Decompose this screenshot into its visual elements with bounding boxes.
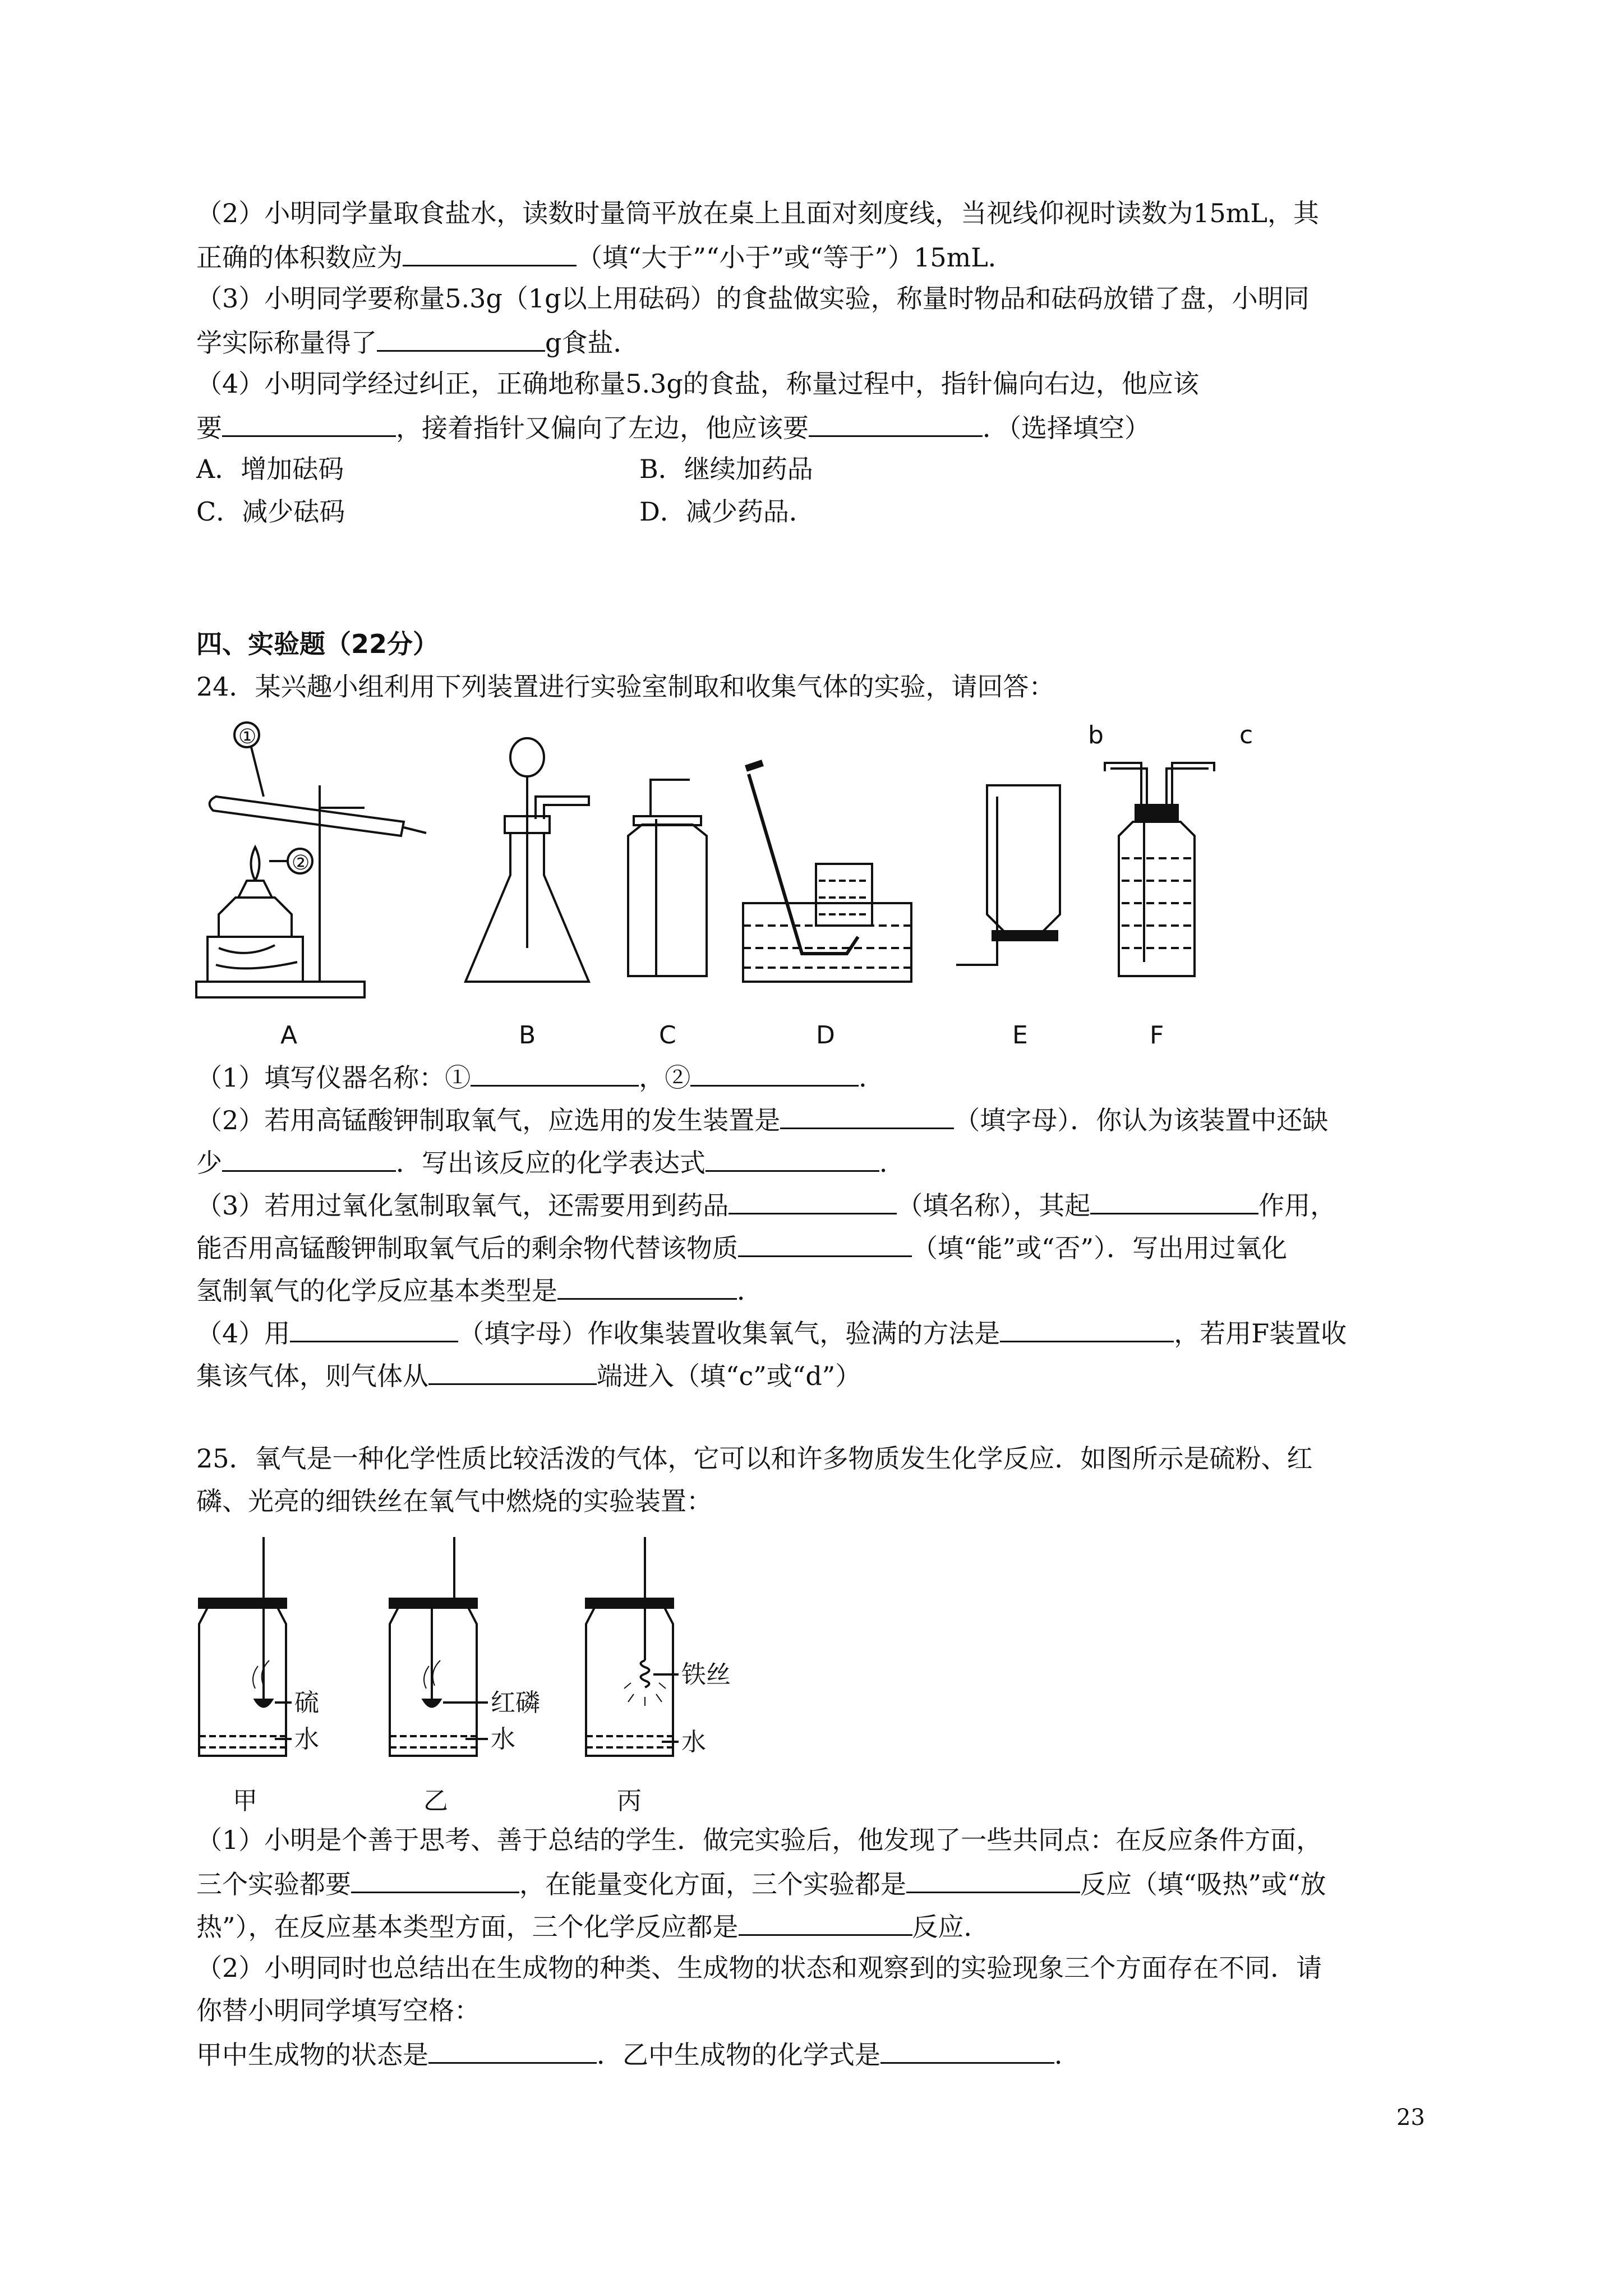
answer-blank[interactable] <box>1090 1187 1258 1214</box>
q24-part3-line1 <box>196 1187 1336 1222</box>
text: 学实际称量得了 <box>196 328 377 358</box>
label-red-phosphorus: 红磷 <box>491 1688 540 1717</box>
answer-blank[interactable] <box>880 2036 1054 2064</box>
text: 能否用高锰酸钾制取氧气后的剩余物代替该物质 <box>196 1233 738 1263</box>
text: ，在能量变化方面，三个实验都是 <box>519 1869 906 1899</box>
q24-intro: 24．某兴趣小组利用下列装置进行实验室制取和收集气体的实验，请回答： <box>196 671 1055 702</box>
answer-blank[interactable] <box>809 409 983 437</box>
text: 氢制氧气的化学反应基本类型是 <box>196 1276 557 1306</box>
apparatus-a <box>196 723 426 997</box>
label-water-yi: 水 <box>491 1725 515 1754</box>
q24-part3-line3 <box>196 1272 763 1308</box>
label-water-bing: 水 <box>681 1728 706 1756</box>
text: ． <box>1054 2040 1080 2070</box>
q25-intro-line1: 25．氧气是一种化学性质比较活泼的气体，它可以和许多物质发生化学反应．如图所示是硫粉、红 <box>196 1443 1313 1474</box>
option-d: D．减少药品． <box>639 496 815 527</box>
text: ，接着指针又偏向了左边，他应该要 <box>396 413 809 443</box>
answer-blank[interactable] <box>222 409 396 437</box>
text: ．写出该反应的化学表达式 <box>396 1148 706 1178</box>
label-b: B <box>519 1021 536 1050</box>
apparatus-f <box>1105 763 1214 976</box>
apparatus-d <box>743 763 911 982</box>
answer-blank[interactable] <box>739 1908 912 1936</box>
option-b: B．继续加药品 <box>639 454 813 484</box>
q25-part1-line2 <box>196 1866 1326 1901</box>
jar-bing <box>586 1537 679 1756</box>
answer-blank[interactable] <box>728 1187 897 1214</box>
answer-blank[interactable] <box>222 1144 396 1172</box>
answer-blank[interactable] <box>351 1866 519 1893</box>
answer-blank[interactable] <box>738 1230 912 1257</box>
label-water-jia: 水 <box>294 1725 319 1754</box>
label-a: A <box>280 1021 298 1050</box>
q24-part1 <box>196 1059 884 1094</box>
text: ．乙中生成物的化学式是 <box>597 2040 880 2070</box>
text: （填“能”或“否”）．写出用过氧化 <box>912 1233 1288 1263</box>
text: 甲中生成物的状态是 <box>196 2040 428 2070</box>
label-yi: 乙 <box>423 1787 448 1815</box>
text: （3）小明同学要称量5.3g（1g以上用砝码）的食盐做实验，称量时物品和砝码放错了盘，小明同 <box>196 283 1310 314</box>
text: ，若用F装置收 <box>1174 1318 1347 1349</box>
marker-1: ① <box>238 725 257 748</box>
answer-blank[interactable] <box>377 324 545 352</box>
text: 少 <box>196 1148 222 1178</box>
label-sulfur: 硫 <box>294 1688 319 1717</box>
text: 端进入（填“c”或“d”） <box>597 1361 861 1391</box>
jar-yi <box>390 1537 488 1756</box>
page-number: 23 <box>1396 2105 1425 2131</box>
apparatus-b <box>465 738 589 982</box>
answer-blank[interactable] <box>428 1358 597 1385</box>
q25-part2-line2: 你替小明同学填写空格： <box>196 1995 480 2026</box>
answer-blank[interactable] <box>557 1272 737 1300</box>
text: （填字母）．你认为该装置中还缺 <box>954 1105 1329 1135</box>
answer-blank[interactable] <box>1000 1315 1174 1342</box>
q23-part4-line2 <box>196 409 1150 445</box>
text: 反应（填“吸热”或“放 <box>1080 1869 1326 1899</box>
port-b: b <box>1088 721 1104 749</box>
answer-blank[interactable] <box>403 239 577 266</box>
answer-blank[interactable] <box>428 2036 597 2064</box>
q24-part4-line1 <box>196 1315 1347 1350</box>
text: 三个实验都要 <box>196 1869 351 1899</box>
label-e: E <box>1012 1021 1028 1050</box>
text: 正确的体积数应为 <box>196 242 403 273</box>
answer-blank[interactable] <box>906 1866 1080 1893</box>
text: （1）填写仪器名称：① <box>196 1062 471 1093</box>
text: （4）小明同学经过纠正，正确地称量5.3g的食盐，称量过程中，指针偏向右边，他应该 <box>196 369 1199 399</box>
port-c: c <box>1239 721 1253 749</box>
text: （3）若用过氧化氢制取氧气，还需要用到药品 <box>196 1190 729 1221</box>
q25-intro-line2: 磷、光亮的细铁丝在氧气中燃烧的实验装置： <box>196 1486 712 1516</box>
text: ，② <box>639 1062 691 1093</box>
answer-blank[interactable] <box>290 1315 458 1342</box>
q23-part2-line2 <box>196 239 1014 274</box>
apparatus-e <box>956 785 1060 965</box>
section-heading: 四、实验题（22分） <box>196 629 439 659</box>
q25-part2-line3 <box>196 2036 1080 2072</box>
text: （填“大于”“小于”或“等于”）15mL． <box>577 242 1014 273</box>
text: （填名称），其起 <box>897 1190 1091 1221</box>
q23-part3-line2 <box>196 324 639 360</box>
q24-part2-line1 <box>196 1102 1328 1137</box>
answer-blank[interactable] <box>706 1144 879 1172</box>
text: ．（选择填空） <box>983 413 1150 443</box>
combustion-figure <box>185 1526 802 1823</box>
text: （2）小明同学量取食盐水，读数时量筒平放在桌上且面对刻度线，当视线仰视时读数为15mL，其 <box>196 198 1319 228</box>
text: ． <box>737 1276 763 1306</box>
text: （4）用 <box>196 1318 291 1349</box>
q25-part1-line1: （1）小明是个善于思考、善于总结的学生．做完实验后，他发现了一些共同点：在反应条件方面， <box>196 1825 1322 1855</box>
label-jia: 甲 <box>233 1787 257 1815</box>
text: ． <box>879 1148 905 1178</box>
text: ． <box>859 1062 885 1093</box>
q24-part3-line2 <box>196 1230 1287 1265</box>
text: （2）若用高锰酸钾制取氧气，应选用的发生装置是 <box>196 1105 781 1135</box>
q25-part2-line1: （2）小明同时也总结出在生成物的种类、生成物的状态和观察到的实验现象三个方面存在不同．请 <box>196 1953 1322 1983</box>
text: g食盐． <box>545 328 639 358</box>
q23-part3-line1 <box>196 282 1310 315</box>
apparatus-c <box>628 780 707 976</box>
text: 作用， <box>1258 1190 1336 1221</box>
q23-part2-line1 <box>196 196 1319 230</box>
text: 集该气体，则气体从 <box>196 1361 428 1391</box>
text: （填字母）作收集装置收集氧气，验满的方法是 <box>458 1318 1000 1349</box>
jar-jia <box>199 1537 292 1756</box>
answer-blank[interactable] <box>690 1059 859 1087</box>
q25-part1-line3 <box>196 1908 990 1944</box>
text: 反应． <box>912 1912 990 1942</box>
marker-2: ② <box>292 852 310 875</box>
apparatus-figure <box>185 712 1295 1055</box>
label-f: F <box>1150 1021 1164 1050</box>
answer-blank[interactable] <box>780 1102 954 1129</box>
label-c: C <box>659 1021 676 1050</box>
answer-blank[interactable] <box>471 1059 639 1087</box>
text: 要 <box>196 413 222 443</box>
q24-part4-line2 <box>196 1358 861 1393</box>
text: 热”），在反应基本类型方面，三个化学反应都是 <box>196 1912 739 1942</box>
q23-part4-line1 <box>196 367 1199 401</box>
label-iron-wire: 铁丝 <box>681 1660 731 1689</box>
q24-part2-line2 <box>196 1144 905 1180</box>
label-bing: 丙 <box>617 1787 642 1815</box>
label-d: D <box>816 1021 835 1050</box>
option-a: A．增加砝码 <box>196 454 344 484</box>
option-c: C．减少砝码 <box>196 496 345 527</box>
